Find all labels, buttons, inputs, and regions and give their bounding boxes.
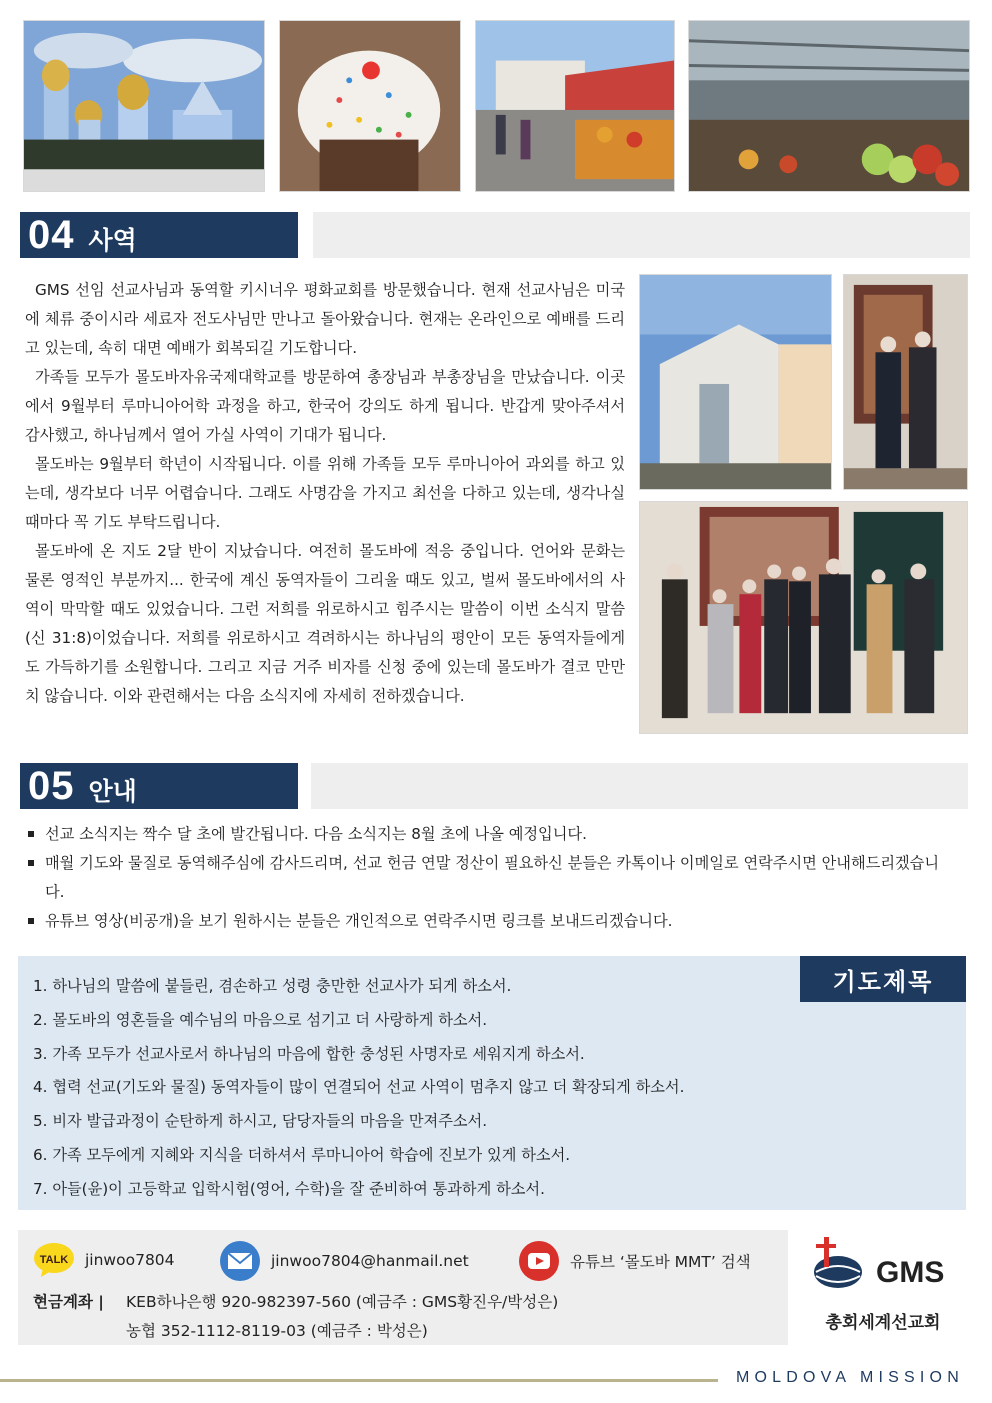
ministry-paragraph: 몰도바는 9월부터 학년이 시작됩니다. 이를 위해 가족들 모두 루마니아어 과외를 하고 있는데, 생각보다 너무 어렵습니다. 그래도 사명감을 가지고 최선을 다하고 있는데, 생각나실 때마다 꼭 기도 부탁드립니다. — [25, 455, 625, 531]
section-04-bar — [313, 212, 970, 258]
kakao-contact[interactable] — [33, 1242, 175, 1278]
kakao-talk-icon — [33, 1242, 75, 1278]
section-04-title: 사역 — [88, 226, 137, 255]
prayer-item: 6. 가족 모두에게 지혜와 지식을 더하셔서 루마니아어 학습에 진보가 있게 하소서. — [33, 1145, 571, 1164]
kakao-icon-label: TALK — [39, 1254, 69, 1266]
prayer-item: 4. 협력 선교(기도와 물질) 동역자들이 많이 연결되어 선교 사역이 멈추지 않고 더 확장되게 하소서. — [33, 1078, 685, 1097]
photo-indoor-market — [688, 20, 970, 192]
photo-orthodox-church — [23, 20, 265, 192]
prayer-title: 기도제목 — [800, 956, 966, 1002]
ministry-paragraph: 가족들 모두가 몰도바자유국제대학교를 방문하여 총장님과 부총장님을 만났습니다. 이곳에서 9월부터 루마니아어학 과정을 하고, 한국어 강의도 하게 됩니다. 반갑게 맞아주셔서 감사했고, 하나님께서 열어 가실 사역이 기대가 됩니다. — [25, 368, 625, 444]
section-05-header — [20, 763, 298, 809]
prayer-item: 1. 하나님의 말씀에 붙들린, 겸손하고 성령 충만한 선교사가 되게 하소서. — [33, 977, 512, 995]
notice-item: 매월 기도와 물질로 동역해주심에 감사드리며, 선교 헌금 연말 정산이 필요하신 분들은 카톡이나 이메일로 연락주시면 안내해드리겠습니다. — [25, 849, 955, 907]
section-05-bar — [311, 763, 968, 809]
prayer-item: 3. 가족 모두가 선교사로서 하나님의 마음에 합한 충성된 사명자로 세워지게 하소서. — [33, 1044, 585, 1063]
section-05-number: 05 — [28, 763, 75, 808]
mail-icon — [219, 1240, 261, 1282]
photo-easter-cake — [279, 20, 461, 192]
youtube-contact[interactable] — [518, 1240, 751, 1282]
section-04-number: 04 — [28, 212, 75, 257]
footer-divider — [0, 1379, 718, 1382]
ministry-paragraph: 몰도바에 온 지도 2달 반이 지났습니다. 여전히 몰도바에 적응 중입니다. 언어와 문화는 물론 영적인 부분까지... 한국에 계신 동역자들이 그리울 때도 있고, 벌써 몰도바에서의 사역이 막막할 때도 있었습니다. 그런 저희를 위로하시고 힘주시는 말씀이 이번 소식지 말씀(신 31:8)이었습니다. 저희를 위로하시고 격려하시는 하나님의 평안이 모든 동역자들에게도 가득하기를 소원합니다. 그리고 지금 거주 비자를 신청 중에 있는데 몰도바가 결코 만만치 않습니다. 이와 관련해서는 다음 소식지에 자세히 전하겠습니다. — [25, 542, 625, 705]
ministry-paragraph: GMS 선임 선교사님과 동역할 키시너우 평화교회를 방문했습니다. 현재 선교사님은 미국에 체류 중이시라 세료자 전도사님만 만나고 돌아왔습니다. 현재는 온라인으로 예배를 드리고 있는데, 속히 대면 예배가 회복되길 기도합니다. — [25, 281, 625, 357]
youtube-icon — [518, 1240, 560, 1282]
photo-church-visit — [843, 274, 968, 490]
youtube-search: 유튜브 ‘몰도바 MMT’ 검색 — [570, 1253, 751, 1271]
section-04-header — [20, 212, 298, 258]
footer-text: MOLDOVA MISSION — [736, 1369, 964, 1386]
kakao-id: jinwoo7804 — [85, 1251, 175, 1269]
gms-logo-text: GMS — [876, 1256, 945, 1289]
prayer-item: 2. 몰도바의 영혼들을 예수님의 마음으로 섬기고 더 사랑하게 하소서. — [33, 1010, 488, 1029]
email-address: jinwoo7804@hanmail.net — [271, 1252, 469, 1270]
bank-account-2: 농협 352-1112-8119-03 (예금주 : 박성은) — [126, 1322, 428, 1340]
photo-outdoor-market — [475, 20, 675, 192]
ministry-text — [25, 276, 625, 711]
prayer-list — [33, 970, 813, 1207]
notice-item: 선교 소식지는 짝수 달 초에 발간됩니다. 다음 소식지는 8월 초에 나올 예정입니다. — [25, 820, 955, 849]
bank-account-1: KEB하나은행 920-982397-560 (예금주 : GMS황진우/박성은) — [126, 1293, 559, 1311]
globe-cross-icon — [814, 1237, 862, 1288]
photo-university-visit — [639, 501, 968, 734]
section-05-title: 안내 — [88, 777, 137, 806]
prayer-item: 5. 비자 발급과정이 순탄하게 하시고, 담당자들의 마음을 만져주소서. — [33, 1112, 488, 1131]
bank-label: 현금계좌 | — [33, 1293, 104, 1311]
org-name: 총회세계선교회 — [825, 1313, 941, 1333]
prayer-item: 7. 아들(윤)이 고등학교 입학시험(영어, 수학)을 잘 준비하여 통과하게 하소서. — [33, 1179, 545, 1198]
email-contact[interactable] — [219, 1240, 469, 1282]
photo-peace-church — [639, 274, 832, 490]
notice-item: 유튜브 영상(비공개)을 보기 원하시는 분들은 개인적으로 연락주시면 링크를 보내드리겠습니다. — [25, 907, 955, 936]
notice-list — [25, 820, 955, 936]
